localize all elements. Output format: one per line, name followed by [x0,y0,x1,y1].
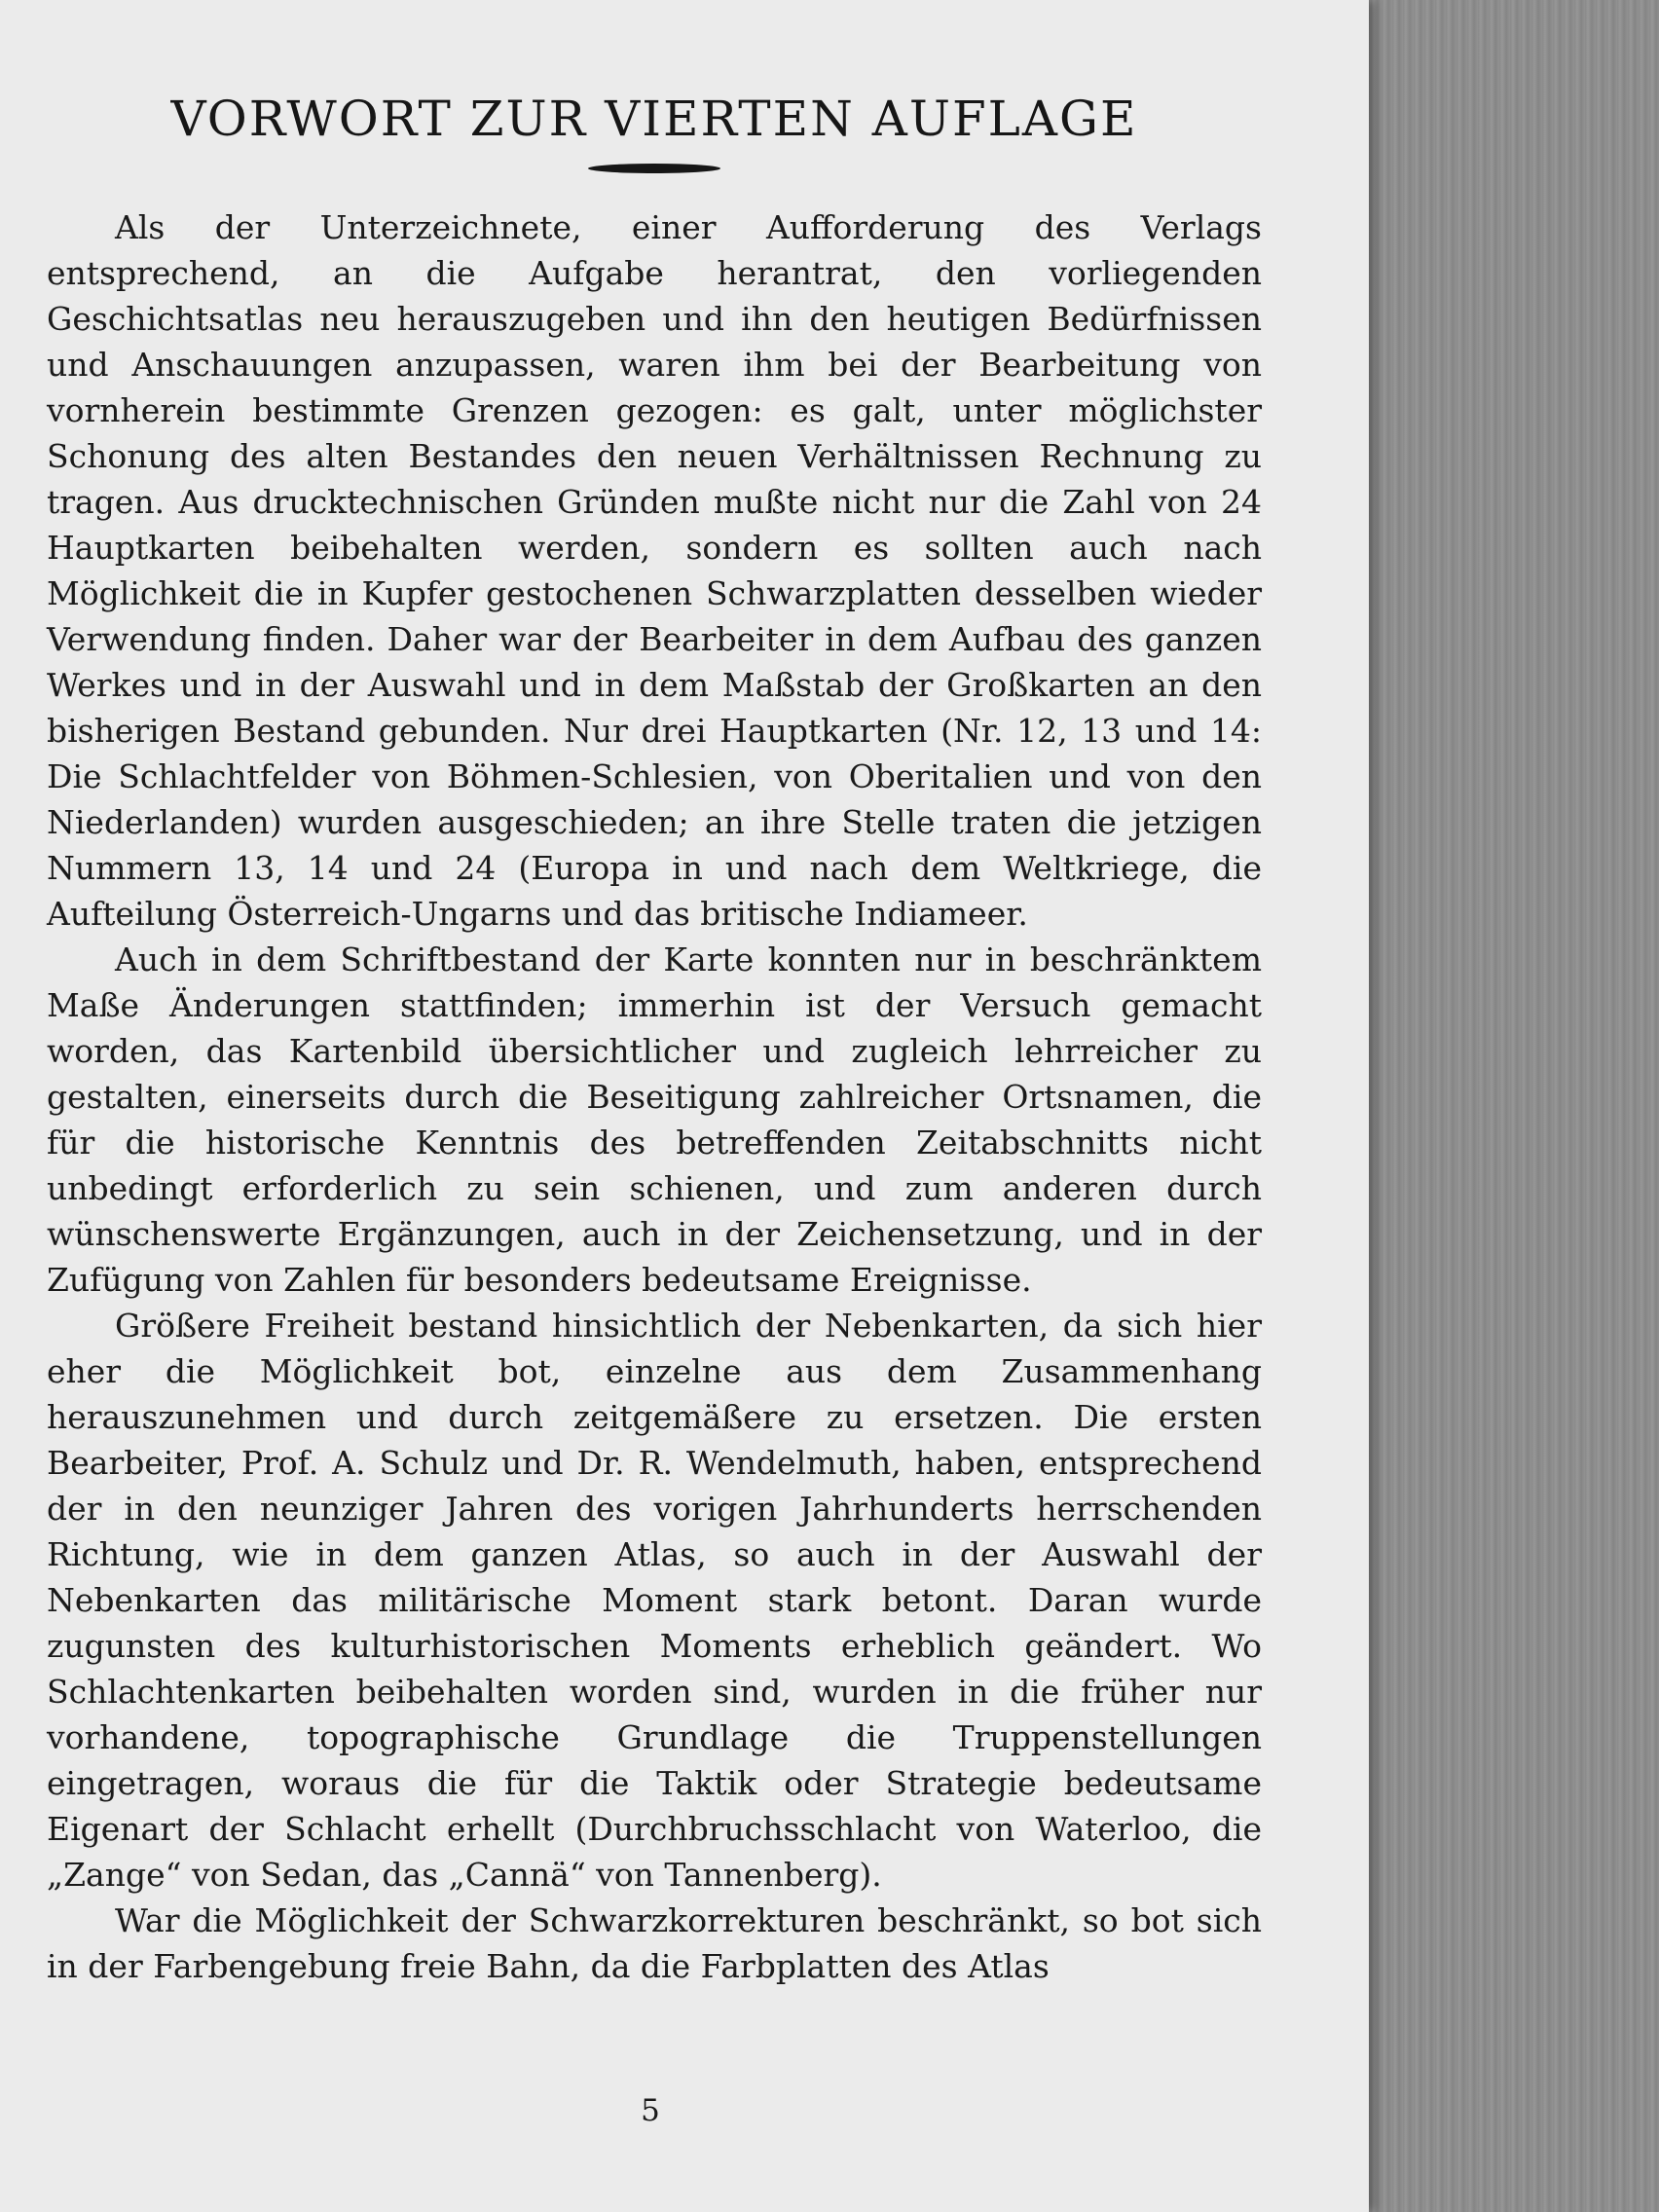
title-divider [588,164,720,173]
page-title: VORWORT ZUR VIERTEN AUFLAGE [170,91,1138,147]
paragraph-1: Als der Unterzeichnete, einer Aufforderung des Verlags entsprechend, an die Aufgabe herantrat, den vorliegenden Geschichtsatlas neu herauszugeben und ihn den heutigen Bedürfnissen und Anschauungen anzupassen, waren ihm bei der Bearbeitung von vornherein bestimmte Grenzen gezogen: es galt, unter möglichster Schonung des alten Bestandes den neuen Verhältnissen Rechnung zu tragen. Aus drucktechnischen Gründen mußte nicht nur die Zahl von 24 Hauptkarten beibehalten werden, sondern es sollten auch nach Möglichkeit die in Kupfer gestochenen Schwarzplatten desselben wieder Verwendung finden. Daher war der Bearbeiter in dem Aufbau des ganzen Werkes und in der Auswahl und in dem Maßstab der Großkarten an den bisherigen Bestand gebunden. Nur drei Hauptkarten (Nr. 12, 13 und 14: Die Schlachtfelder von Böhmen-Schlesien, von Oberitalien und von den Niederlanden) wurden ausgeschieden; an ihre Stelle traten die jetzigen Nummern 13, 14 und 24 (Europa in und nach dem Weltkriege, die Aufteilung Österreich-Ungarns und das britische Indiameer. [47,208,1262,933]
page-content [47,90,1262,1989]
paragraph-4: War die Möglichkeit der Schwarzkorrekturen beschränkt, so bot sich in der Farbengebung freie Bahn, da die Farbplatten des Atlas [47,1901,1262,1985]
page-number: 5 [641,2093,660,2128]
paragraph-2: Auch in dem Schriftbestand der Karte konnten nur in beschränktem Maße Änderungen stattfinden; immerhin ist der Versuch gemacht worden, das Kartenbild übersichtlicher und zugleich lehrreicher zu gestalten, einerseits durch die Beseitigung zahlreicher Ortsnamen, die für die historische Kenntnis des betreffenden Zeitabschnitts nicht unbedingt erforderlich zu sein schienen, und zum anderen durch wünschenswerte Ergänzungen, auch in der Zeichensetzung, und in der Zufügung von Zahlen für besonders bedeutsame Ereignisse. [47,940,1262,1299]
paragraph-3: Größere Freiheit bestand hinsichtlich der Nebenkarten, da sich hier eher die Möglichkeit bot, einzelne aus dem Zusammenhang herauszunehmen und durch zeitgemäßere zu ersetzen. Die ersten Bearbeiter, Prof. A. Schulz und Dr. R. Wendelmuth, haben, entsprechend der in den neunziger Jahren des vorigen Jahrhunderts herrschenden Richtung, wie in dem ganzen Atlas, so auch in der Auswahl der Nebenkarten das militärische Moment stark betont. Daran wurde zugunsten des kulturhistorischen Moments erheblich geändert. Wo Schlachtenkarten beibehalten worden sind, wurden in die früher nur vorhandene, topographische Grundlage die Truppenstellungen eingetragen, woraus die für die Taktik oder Strategie bedeutsame Eigenart der Schlacht erhellt (Durchbruchsschlacht von Waterloo, die „Zange“ von Sedan, das „Cannä“ von Tannenberg). [47,1307,1262,1894]
